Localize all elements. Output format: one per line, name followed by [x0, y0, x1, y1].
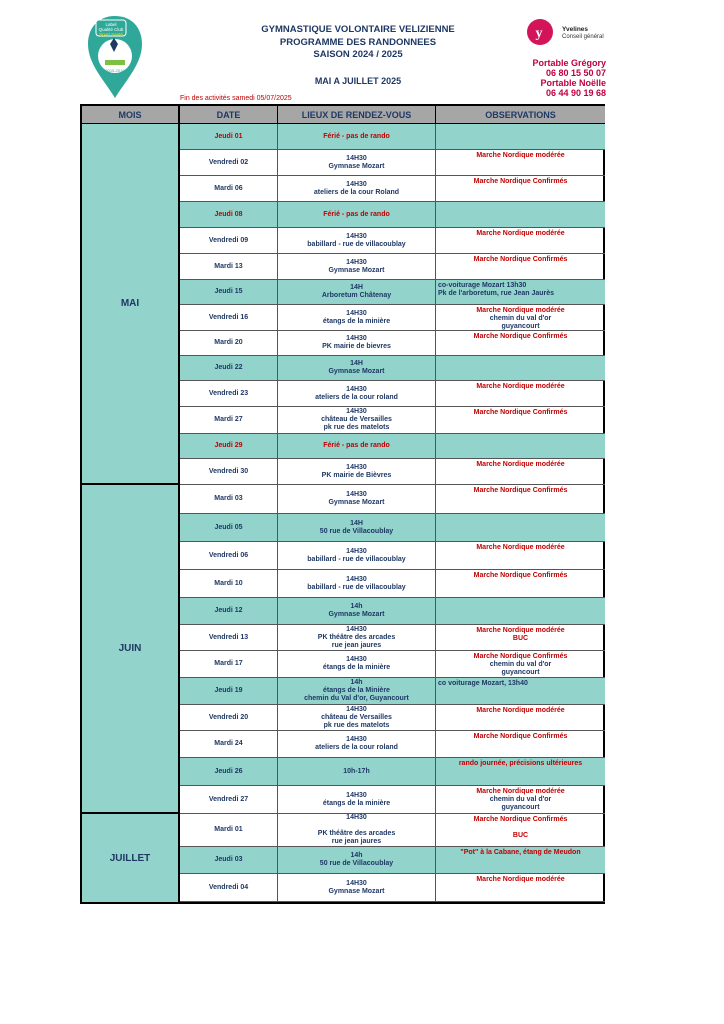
location-line: 14h	[350, 603, 363, 610]
observation-line: Marche Nordique modérée	[476, 307, 565, 314]
observation-cell	[436, 651, 605, 677]
observation-cell	[436, 570, 605, 597]
date-cell: Vendredi 04	[180, 874, 278, 901]
location-cell	[278, 758, 436, 785]
logo-label-line-3: Sport Santé	[99, 32, 123, 37]
location-line: Gymnase Mozart	[328, 162, 385, 170]
date-cell: Mardi 20	[180, 331, 278, 355]
month-cell: JUIN	[82, 485, 180, 814]
observation-cell	[436, 176, 605, 201]
observation-line: Marche Nordique Confirmés	[473, 816, 568, 823]
yvelines-text	[562, 26, 604, 41]
club-title: GYMNASTIQUE VOLONTAIRE VELIZIENNE	[261, 24, 455, 35]
observation-cell	[436, 731, 605, 757]
observation-cell	[436, 459, 605, 484]
date-cell: Mardi 03	[180, 485, 278, 513]
table-row	[180, 305, 605, 331]
end-activities-note: Fin des activités samedi 05/07/2025	[180, 95, 292, 102]
observation-cell	[436, 814, 605, 846]
location-cell	[278, 202, 436, 227]
location-line: 14h	[350, 852, 363, 859]
table-row	[180, 786, 605, 814]
table-row	[180, 758, 605, 786]
location-line: 14H30	[346, 705, 367, 713]
table-row	[180, 705, 605, 731]
location-line: ateliers de la cour roland	[315, 744, 398, 751]
yvelines-name: Yvelines	[562, 26, 589, 33]
table-row	[180, 570, 605, 598]
location-cell	[278, 678, 436, 704]
date-cell: Jeudi 05	[180, 514, 278, 541]
location-cell	[278, 705, 436, 730]
location-line: 14H30	[346, 736, 367, 743]
date-cell: Jeudi 19	[180, 678, 278, 704]
table-row	[180, 625, 605, 651]
date-cell: Jeudi 26	[180, 758, 278, 785]
location-cell	[278, 434, 436, 458]
table-row	[180, 124, 605, 150]
location-line: 14H	[350, 519, 363, 527]
location-line: 14H30	[346, 335, 367, 342]
location-line: 14H30	[346, 408, 367, 415]
observation-line: Marche Nordique modérée	[476, 230, 565, 237]
observation-cell	[436, 254, 605, 279]
programme-title: PROGRAMME DES RANDONNEES	[279, 37, 437, 48]
location-line: Gymnase Mozart	[328, 266, 385, 274]
location-line: 14H30	[346, 625, 367, 633]
location-line: 14H30	[346, 154, 367, 162]
date-cell: Vendredi 13	[180, 625, 278, 650]
location-cell	[278, 874, 436, 901]
location-line: babillard - rue de villacoublay	[307, 240, 406, 248]
table-row	[180, 176, 605, 202]
date-cell: Mardi 17	[180, 651, 278, 677]
observation-line: Marche Nordique Confirmés	[473, 733, 568, 740]
date-cell: Vendredi 06	[180, 542, 278, 569]
location-line: étangs de la minière	[322, 664, 391, 671]
observation-line: rando journée, précisions ultérieures	[458, 760, 583, 767]
observation-line: Marche Nordique modérée	[476, 627, 565, 634]
location-line: 14H30	[346, 309, 367, 317]
col-header-observations: OBSERVATIONS	[436, 106, 605, 124]
location-line: 14H30	[346, 232, 367, 240]
table-row	[180, 485, 605, 514]
location-cell	[278, 331, 436, 355]
location-line: 14H30	[346, 491, 367, 498]
date-cell: Jeudi 01	[180, 124, 278, 149]
observation-line: chemin du val d'or	[489, 796, 552, 803]
date-cell: Mardi 01	[180, 814, 278, 846]
location-line: Gymnase Mozart	[328, 368, 385, 375]
observation-cell	[436, 124, 605, 149]
location-line: babillard - rue de villacoublay	[307, 555, 406, 563]
location-line: babillard - rue de villacoublay	[307, 583, 406, 591]
location-cell	[278, 280, 436, 304]
location-line: Arboretum Châtenay	[321, 292, 392, 299]
contact-gregory-phone: 06 80 15 50 07	[545, 68, 606, 78]
observation-line: guyancourt	[501, 323, 540, 330]
observation-cell	[436, 202, 605, 227]
table-row	[180, 542, 605, 570]
location-line: 10h-17h	[343, 767, 370, 775]
table-row	[180, 651, 605, 678]
date-cell: Jeudi 08	[180, 202, 278, 227]
location-line: PK mairie de bievres	[322, 343, 391, 350]
location-line: 14H30	[346, 547, 367, 555]
location-line: rue jean jaures	[331, 641, 382, 649]
location-cell	[278, 176, 436, 201]
observation-cell	[436, 280, 605, 304]
yvelines-sub: Conseil général	[562, 34, 604, 40]
location-line: pk rue des matelots	[323, 424, 390, 431]
observation-line: BUC	[512, 635, 529, 642]
table-row	[180, 356, 605, 381]
location-line: Gymnase Mozart	[328, 499, 385, 506]
month-cell: JUILLET	[82, 814, 180, 902]
observation-cell	[436, 331, 605, 355]
date-cell: Jeudi 22	[180, 356, 278, 380]
observation-line: Marche Nordique modérée	[476, 707, 565, 714]
contact-noelle-phone: 06 44 90 19 68	[545, 88, 606, 98]
location-line: PK mairie de Bièvres	[321, 471, 392, 479]
location-line: Gymnase Mozart	[328, 887, 385, 895]
observation-line	[520, 824, 522, 832]
location-line: 14H30	[346, 180, 367, 188]
table-row	[180, 150, 605, 176]
col-header-lieux: LIEUX DE RENDEZ-VOUS	[278, 106, 436, 124]
contact-noelle-label: Portable Noëlle	[540, 78, 606, 88]
observation-line: Marche Nordique Confirmés	[473, 487, 568, 494]
location-cell	[278, 124, 436, 149]
location-line: 14H	[350, 284, 363, 291]
observation-cell	[436, 305, 605, 330]
date-cell: Mardi 24	[180, 731, 278, 757]
table-row	[180, 814, 605, 847]
observation-cell	[436, 678, 605, 704]
table-row	[180, 434, 605, 459]
observation-line: guyancourt	[501, 804, 540, 811]
observation-cell	[436, 485, 605, 513]
observation-cell	[436, 625, 605, 650]
observation-line: Marche Nordique Confirmés	[473, 333, 568, 340]
observation-cell	[436, 150, 605, 175]
date-cell: Mardi 10	[180, 570, 278, 597]
location-line: ateliers de la cour roland	[315, 393, 398, 401]
location-line: 50 rue de Villacoublay	[319, 527, 394, 535]
observation-line: co voiturage Mozart, 13h40	[438, 680, 528, 687]
observation-cell	[436, 356, 605, 380]
location-cell	[278, 381, 436, 406]
date-cell: Jeudi 03	[180, 847, 278, 873]
col-header-mois: MOIS	[82, 106, 180, 124]
observation-cell	[436, 598, 605, 624]
col-header-date: DATE	[180, 106, 278, 124]
observation-line: co-voiturage Mozart 13h30	[438, 282, 527, 289]
date-cell: Vendredi 20	[180, 705, 278, 730]
location-cell	[278, 651, 436, 677]
location-cell	[278, 570, 436, 597]
location-cell	[278, 356, 436, 380]
observation-line: Marche Nordique modérée	[476, 876, 565, 883]
observation-line: chemin du val d'or	[489, 661, 552, 668]
location-cell	[278, 254, 436, 279]
location-line: étangs de la minière	[322, 799, 391, 807]
location-line: ateliers de la cour Roland	[313, 188, 400, 196]
location-line: 14H	[350, 360, 363, 367]
location-line: PK théâtre des arcades	[317, 830, 396, 837]
table-row	[180, 228, 605, 254]
observation-line: Marche Nordique Confirmés	[473, 572, 568, 579]
table-row	[180, 847, 605, 874]
observation-line: BUC	[512, 832, 529, 839]
location-cell	[278, 305, 436, 330]
date-cell: Vendredi 23	[180, 381, 278, 406]
location-line: étangs de la Minière	[323, 687, 390, 694]
table-row	[180, 381, 605, 407]
location-line: 14H30	[346, 791, 367, 799]
date-cell: Vendredi 16	[180, 305, 278, 330]
location-line: Gymnase Mozart	[328, 611, 385, 618]
date-cell: Mardi 13	[180, 254, 278, 279]
logo-label-line-1: Label	[105, 22, 117, 27]
observation-cell	[436, 407, 605, 433]
observation-line: chemin du val d'or	[489, 315, 552, 322]
observation-line: Marche Nordique modérée	[476, 461, 565, 468]
table-row	[180, 678, 605, 705]
label-qualite-logo	[86, 14, 144, 100]
location-line: 14H30	[346, 258, 367, 266]
location-line: PK théâtre des arcades	[317, 633, 396, 641]
observation-line: Pk de l'arboretum, rue Jean Jaurès	[438, 290, 555, 297]
location-line	[356, 822, 358, 830]
observation-line: guyancourt	[501, 669, 540, 676]
date-cell: Vendredi 30	[180, 459, 278, 484]
observation-cell	[436, 542, 605, 569]
observation-line: "Pot" à la Cabane, étang de Meudon	[460, 849, 581, 856]
contact-gregory-label: Portable Grégory	[532, 58, 606, 68]
observation-cell	[436, 434, 605, 458]
observation-line: Marche Nordique modérée	[476, 383, 565, 390]
date-cell: Vendredi 09	[180, 228, 278, 253]
observation-cell	[436, 847, 605, 873]
location-cell	[278, 786, 436, 813]
date-cell: Jeudi 12	[180, 598, 278, 624]
date-cell: Jeudi 15	[180, 280, 278, 304]
location-cell	[278, 485, 436, 513]
table-row	[180, 459, 605, 485]
location-cell	[278, 459, 436, 484]
observation-line: Marche Nordique Confirmés	[473, 178, 568, 185]
location-cell	[278, 542, 436, 569]
location-cell	[278, 407, 436, 433]
observation-line: Marche Nordique Confirmés	[473, 653, 568, 660]
date-cell: Mardi 27	[180, 407, 278, 433]
observation-cell	[436, 228, 605, 253]
observation-cell	[436, 381, 605, 406]
location-line: 14H30	[346, 656, 367, 663]
yvelines-logo	[526, 18, 556, 46]
observation-cell	[436, 874, 605, 901]
location-line: 14H30	[346, 575, 367, 583]
observation-line: Marche Nordique modérée	[476, 152, 565, 159]
location-cell	[278, 514, 436, 541]
season-title: SAISON 2024 / 2025	[313, 49, 403, 60]
location-cell	[278, 625, 436, 650]
table-row	[180, 280, 605, 305]
observation-cell	[436, 514, 605, 541]
date-cell: Jeudi 29	[180, 434, 278, 458]
location-line: 14H30	[346, 814, 367, 821]
table-row	[180, 202, 605, 228]
table-row	[180, 254, 605, 280]
location-cell	[278, 150, 436, 175]
location-cell	[278, 847, 436, 873]
observation-line: Marche Nordique Confirmés	[473, 256, 568, 263]
location-line: 14H30	[346, 879, 367, 887]
location-line: chemin du Val d'or, Guyancourt	[304, 695, 409, 702]
observation-cell	[436, 705, 605, 730]
location-line: pk rue des matelots	[323, 721, 390, 729]
location-line: Férié - pas de rando	[323, 132, 390, 140]
table-row	[180, 598, 605, 625]
date-cell: Vendredi 27	[180, 786, 278, 813]
logo-label-line-2: Qualité Club	[98, 27, 124, 32]
location-cell	[278, 228, 436, 253]
location-line: Férié - pas de rando	[323, 210, 390, 218]
logo-label-years: 2015-2019	[105, 68, 125, 73]
location-line: 14H30	[346, 463, 367, 471]
period-title: MAI A JUILLET 2025	[314, 76, 402, 86]
location-cell	[278, 814, 436, 846]
location-line: château de Versailles	[321, 416, 392, 423]
observation-line: Marche Nordique modérée	[476, 788, 565, 795]
location-line: château de Versailles	[321, 713, 392, 721]
table-row	[180, 874, 605, 902]
schedule-table	[80, 104, 605, 904]
observation-line: Marche Nordique Confirmés	[473, 409, 568, 416]
table-row	[180, 331, 605, 356]
location-line: 14h	[350, 679, 363, 686]
table-row	[180, 514, 605, 542]
location-line: Férié - pas de rando	[323, 442, 390, 449]
observation-cell	[436, 786, 605, 813]
yvelines-logo-letter: y	[535, 26, 543, 41]
table-row	[180, 731, 605, 758]
observation-cell	[436, 758, 605, 785]
location-line: rue jean jaures	[331, 838, 382, 845]
date-cell: Mardi 06	[180, 176, 278, 201]
location-line: étangs de la minière	[322, 317, 391, 325]
location-cell	[278, 731, 436, 757]
location-cell	[278, 598, 436, 624]
month-cell: MAI	[82, 124, 180, 485]
location-line: 14H30	[346, 385, 367, 393]
date-cell: Vendredi 02	[180, 150, 278, 175]
observation-line: Marche Nordique modérée	[476, 544, 565, 551]
location-line: 50 rue de Villacoublay	[319, 860, 394, 867]
table-row	[180, 407, 605, 434]
